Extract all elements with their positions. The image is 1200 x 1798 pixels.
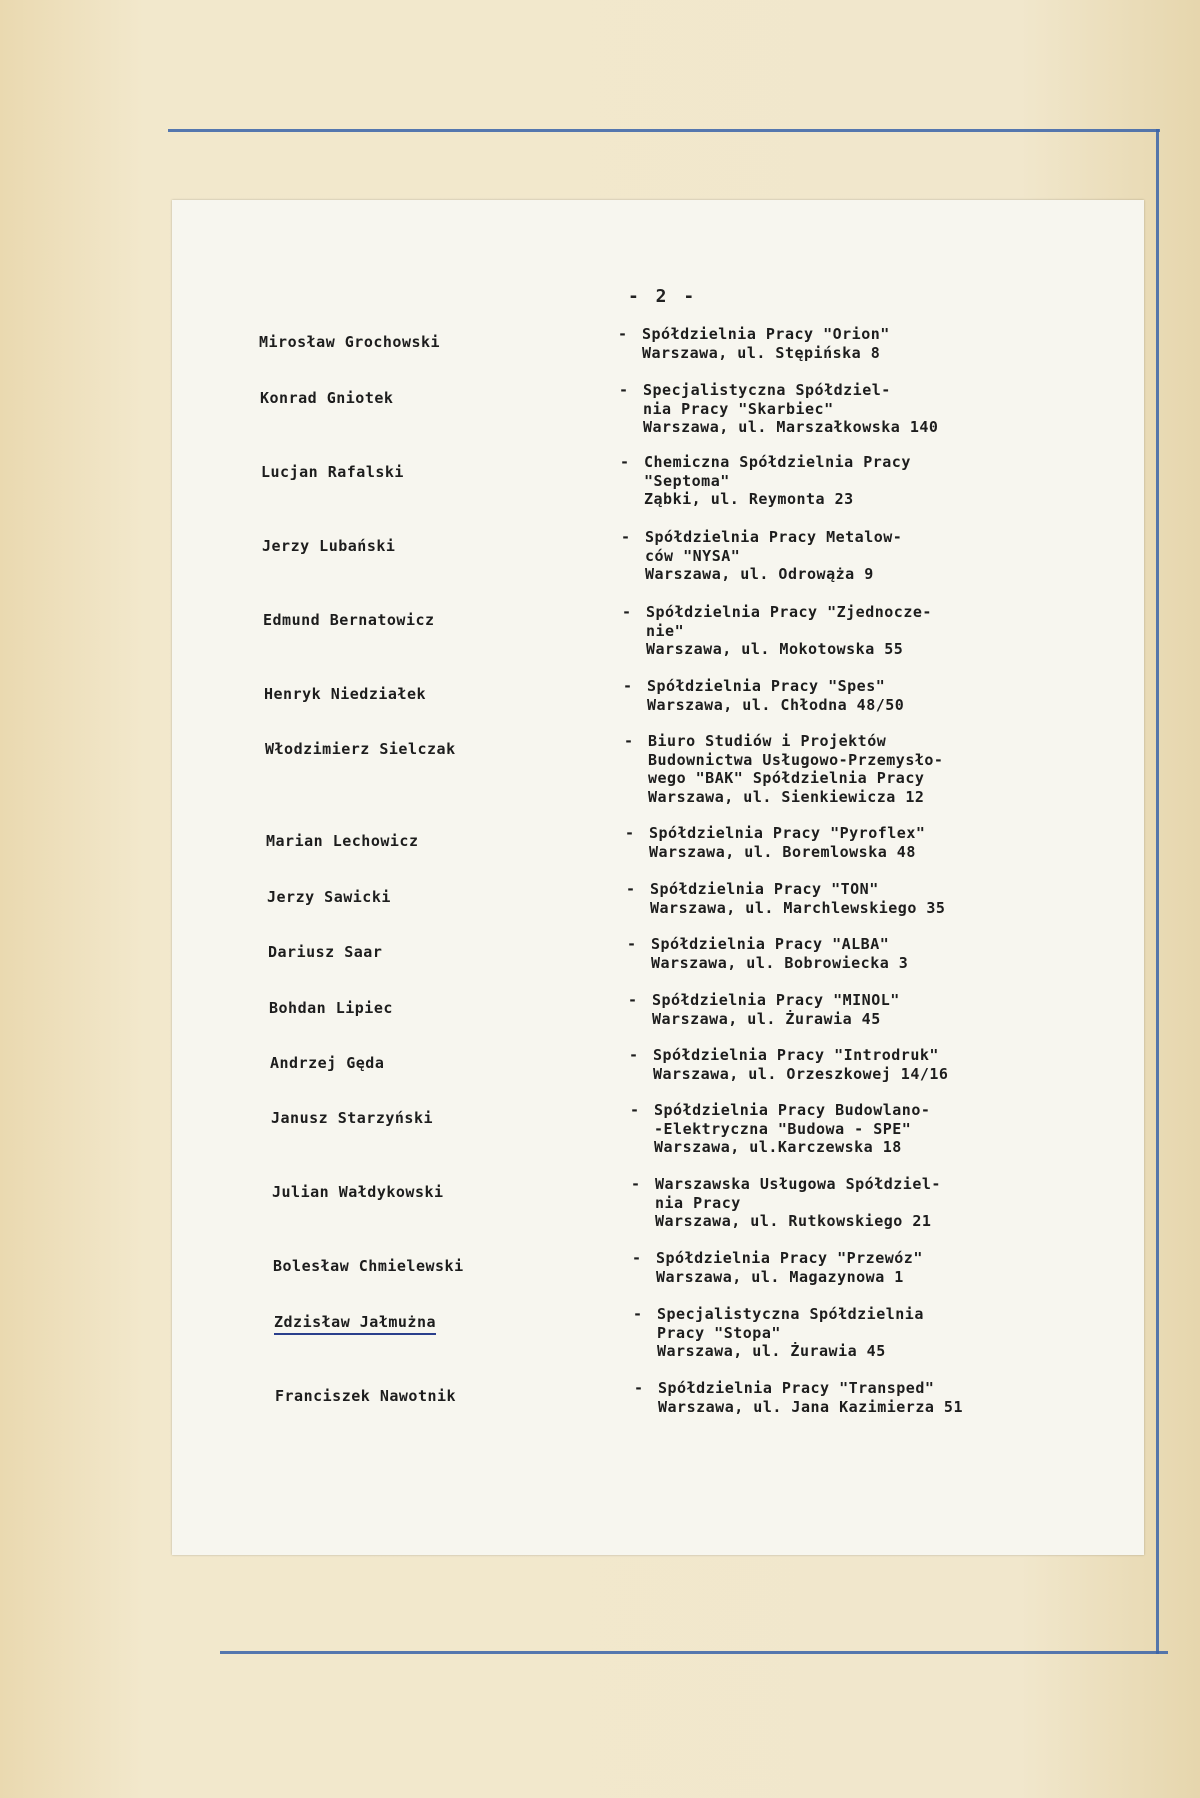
address-line: Specjalistyczna Spółdzielnia — [657, 1305, 924, 1323]
entry-name: Konrad Gniotek — [260, 389, 394, 407]
address-line: Warszawa, ul. Żurawia 45 — [652, 1009, 881, 1028]
entry-dash: - — [632, 1249, 642, 1267]
address-line: Spółdzielnia Pracy "Transped" — [658, 1379, 935, 1397]
entry-dash: - — [628, 991, 638, 1009]
entry-address — [626, 880, 946, 917]
entry-dash: - — [622, 603, 632, 621]
entry-dash: - — [618, 325, 628, 343]
entry-dash: - — [625, 824, 635, 842]
entry-address — [622, 603, 932, 659]
address-line: Spółdzielnia Pracy "Orion" — [642, 325, 890, 343]
entry-name: Henryk Niedziałek — [264, 685, 427, 703]
address-line: Spółdzielnia Pracy "Introdruk" — [653, 1046, 939, 1064]
entry-name: Bolesław Chmielewski — [273, 1257, 464, 1275]
address-line: Warszawa, ul. Orzeszkowej 14/16 — [653, 1064, 949, 1083]
address-line: Specjalistyczna Spółdziel- — [643, 381, 891, 399]
entry-name: Julian Wałdykowski — [272, 1183, 444, 1201]
address-line: Spółdzielnia Pracy "MINOL" — [652, 991, 900, 1009]
address-line: Warszawa, ul. Marszałkowska 140 — [643, 418, 939, 436]
entry-address — [625, 824, 926, 861]
entry-address — [631, 1175, 941, 1231]
entry-name: Jerzy Lubański — [262, 537, 396, 555]
page-number: - 2 - — [628, 286, 698, 307]
entry-name: Bohdan Lipiec — [269, 999, 393, 1017]
address-line: Warszawska Usługowa Spółdziel- — [655, 1175, 941, 1193]
address-line: Spółdzielnia Pracy "Spes" — [647, 677, 886, 695]
address-line: Warszawa, ul. Bobrowiecka 3 — [651, 953, 909, 972]
entry-dash: - — [621, 528, 631, 546]
address-line: Budownictwa Usługowo-Przemysło- — [648, 750, 944, 769]
entry-name: Marian Lechowicz — [266, 832, 419, 850]
address-line: ców "NYSA" — [645, 546, 741, 565]
entry-dash: - — [626, 880, 636, 898]
entry-dash: - — [631, 1175, 641, 1193]
entry-address — [629, 1046, 949, 1083]
entry-dash: - — [624, 732, 634, 750]
entry-address — [618, 325, 890, 362]
address-line: Warszawa, ul. Boremlowska 48 — [649, 842, 916, 861]
entry-address — [619, 381, 939, 437]
address-line: Spółdzielnia Pracy "ALBA" — [651, 935, 890, 953]
entry-address — [633, 1305, 924, 1361]
entry-address — [623, 677, 905, 714]
address-line: Warszawa, ul. Odrowąża 9 — [645, 565, 874, 583]
entry-name: Dariusz Saar — [268, 943, 383, 961]
address-line: Warszawa, ul. Mokotowska 55 — [646, 640, 904, 658]
address-line: nia Pracy — [655, 1193, 741, 1212]
address-line: Warszawa, ul. Rutkowskiego 21 — [655, 1212, 932, 1230]
address-line: Spółdzielnia Pracy Metalow- — [645, 528, 903, 546]
entry-name: Janusz Starzyński — [271, 1109, 434, 1127]
address-line: Spółdzielnia Pracy "Przewóz" — [656, 1249, 923, 1267]
address-line: Warszawa, ul. Sienkiewicza 12 — [648, 787, 925, 806]
entry-address — [627, 935, 909, 972]
address-line: Warszawa, ul. Jana Kazimierza 51 — [658, 1397, 963, 1416]
entry-name: Włodzimierz Sielczak — [265, 740, 456, 758]
address-line: nia Pracy "Skarbiec" — [643, 399, 834, 418]
entry-dash: - — [623, 677, 633, 695]
entry-address — [624, 732, 944, 806]
right-blue-line — [1156, 129, 1159, 1654]
entry-dash: - — [629, 1046, 639, 1064]
entry-address — [634, 1379, 963, 1416]
entry-address — [632, 1249, 923, 1286]
entry-dash: - — [633, 1305, 643, 1323]
address-line: Spółdzielnia Pracy Budowlano- — [654, 1101, 931, 1119]
address-line: wego "BAK" Spółdzielnia Pracy — [648, 769, 925, 787]
address-line: "Septoma" — [644, 471, 730, 490]
address-line: Warszawa, ul. Stępińska 8 — [642, 343, 881, 362]
entry-address — [621, 528, 903, 584]
entry-address — [630, 1101, 931, 1157]
address-line: Chemiczna Spółdzielnia Pracy — [644, 453, 911, 471]
entry-dash: - — [620, 453, 630, 471]
address-line: Spółdzielnia Pracy "Zjednocze- — [646, 603, 932, 621]
entry-dash: - — [619, 381, 629, 399]
address-line: Warszawa, ul. Magazynowa 1 — [656, 1267, 904, 1286]
address-line: Warszawa, ul. Chłodna 48/50 — [647, 695, 905, 714]
entry-dash: - — [630, 1101, 640, 1119]
address-line: Pracy "Stopa" — [657, 1323, 781, 1342]
entry-name: Lucjan Rafalski — [261, 463, 404, 481]
entry-dash: - — [634, 1379, 644, 1397]
address-line: Spółdzielnia Pracy "Pyroflex" — [649, 824, 926, 842]
address-line: Biuro Studiów i Projektów — [648, 732, 887, 750]
entry-dash: - — [627, 935, 637, 953]
entry-name: Franciszek Nawotnik — [275, 1387, 457, 1405]
entry-name: Andrzej Gęda — [270, 1054, 385, 1072]
top-blue-line — [168, 129, 1160, 132]
bottom-blue-line — [220, 1651, 1168, 1654]
address-line: Warszawa, ul. Marchlewskiego 35 — [650, 898, 946, 917]
address-line: -Elektryczna "Budowa - SPE" — [654, 1119, 912, 1138]
entry-name: Mirosław Grochowski — [259, 333, 441, 351]
address-line: Spółdzielnia Pracy "TON" — [650, 880, 879, 898]
entry-address — [628, 991, 900, 1028]
entry-name: Edmund Bernatowicz — [263, 611, 435, 629]
entry-name: Jerzy Sawicki — [267, 888, 391, 906]
entry-name: Zdzisław Jałmużna — [274, 1313, 436, 1335]
address-line: Warszawa, ul.Karczewska 18 — [654, 1138, 902, 1156]
address-line: Warszawa, ul. Żurawia 45 — [657, 1342, 886, 1360]
entry-address — [620, 453, 911, 509]
address-line: Ząbki, ul. Reymonta 23 — [644, 490, 854, 508]
address-line: nie" — [646, 621, 685, 640]
